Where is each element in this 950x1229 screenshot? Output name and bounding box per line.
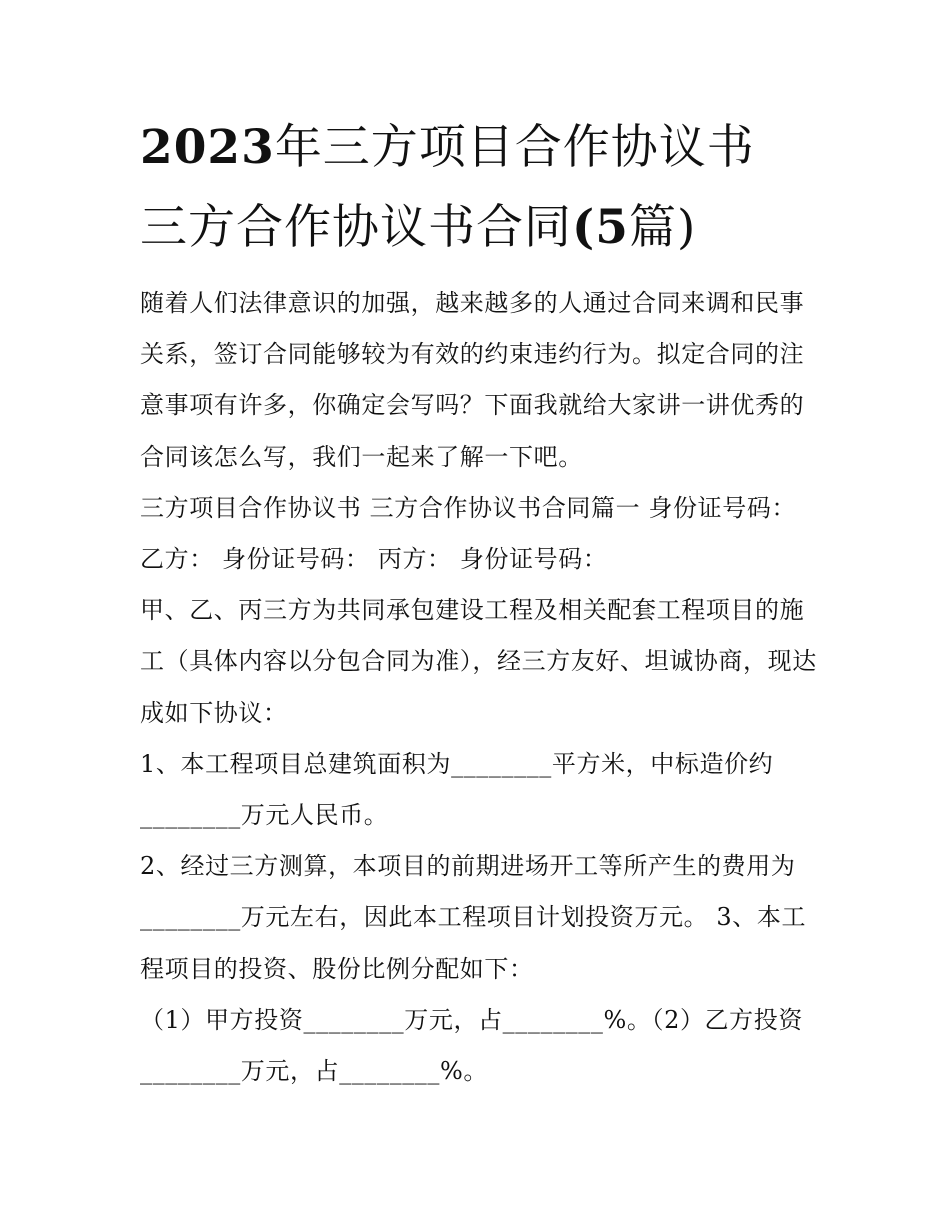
title-count: (5 [572, 200, 629, 255]
clause-2-paragraph: 2、经过三方测算，本项目的前期进场开工等所产生的费用为________万元左右，因此本工程项目计划投资万元。 3、本工程项目的投资、股份比例分配如下： [140, 852, 807, 983]
title-line-1-text: 年三方项目合作协议书 [274, 120, 755, 175]
clause-1-paragraph: 1、本工程项目总建筑面积为________平方米，中标造价约________万元人民币。 [140, 749, 774, 830]
document-title-line-1 [140, 108, 755, 188]
title-line-2-text: 三方合作协议书合同 [140, 200, 572, 255]
document-title-line-2 [140, 188, 696, 268]
title-line-2-tail: 篇) [628, 200, 697, 255]
parties-paragraph: 乙方： 身份证号码： 丙方： 身份证号码： [140, 545, 608, 574]
section-heading-paragraph: 三方项目合作协议书 三方合作协议书合同篇一 身份证号码： [140, 493, 797, 522]
investment-shares-paragraph: （1）甲方投资________万元，占________%。（2）乙方投资________万元，占________%。 [140, 1005, 803, 1086]
intro-paragraph: 随着人们法律意识的加强，越来越多的人通过合同来调和民事关系，签订合同能够较为有效的约束违约行为。拟定合同的注意事项有许多，你确定会写吗？下面我就给大家讲一讲优秀的合同该怎么写，我们一起来了解一下吧。 [140, 289, 805, 471]
title-year: 2023 [140, 120, 275, 175]
agreement-preamble-paragraph: 甲、乙、丙三方为共同承包建设工程及相关配套工程项目的施工（具体内容以分包合同为准），经三方友好、坦诚协商，现达成如下协议： [140, 596, 817, 727]
document-body [140, 278, 820, 1097]
